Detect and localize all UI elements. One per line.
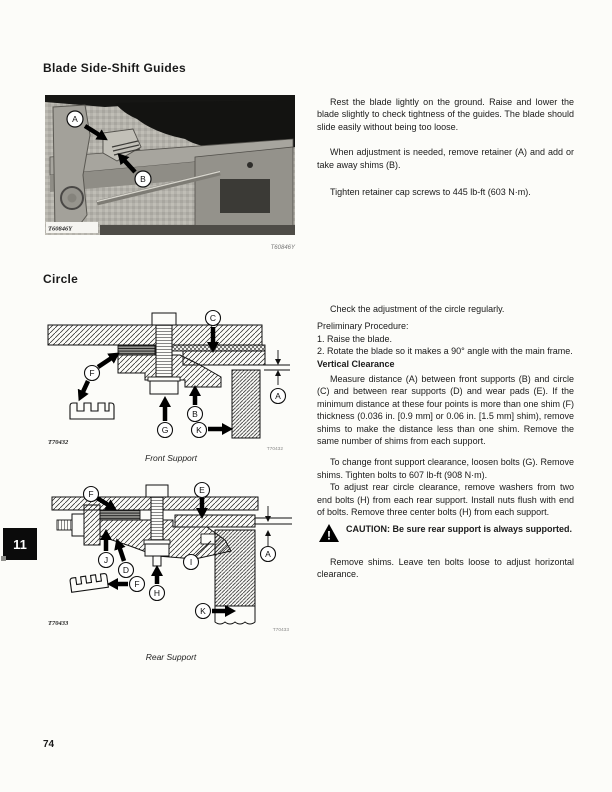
photo-bottom-shadow	[100, 225, 295, 235]
front-callout-b: B	[192, 408, 198, 419]
vc-paragraph-3: To adjust rear circle clearance, remove washers from two end bolts (H) from each rear support. Install nuts flush with end of bolts. Remove three center bolts (H) from each support.	[317, 482, 574, 518]
warning-exclamation: !	[327, 528, 331, 542]
intro-paragraph-3: Tighten retainer cap screws to 445 lb-ft (603 N·m).	[330, 187, 531, 198]
front-support-figure	[45, 303, 297, 453]
center-bolt-boss	[201, 534, 215, 544]
front-figure-id-small: T70432	[266, 447, 283, 452]
front-callout-k: K	[196, 424, 202, 435]
front-callout-a: A	[275, 390, 281, 401]
vc-paragraph-4: Remove shims. Leave ten bolts loose to adjust horizontal clearance.	[317, 556, 574, 579]
rear-callout-f1: F	[88, 488, 94, 499]
front-callout-f: F	[89, 367, 95, 378]
check-paragraph: Check the adjustment of the circle regularly.	[330, 304, 505, 314]
rear-support-caption: Rear Support	[145, 652, 197, 662]
rear-callout-d: D	[122, 564, 130, 575]
caution-block	[317, 523, 574, 553]
circle-text-column	[317, 303, 574, 580]
front-support-caption: Front Support	[145, 453, 197, 463]
front-support-diagram	[45, 303, 297, 453]
rear-callout-i: I	[189, 556, 193, 567]
callout-b-letter: B	[140, 173, 146, 184]
clearance-dimension	[264, 350, 290, 385]
photo-illustration	[45, 95, 295, 235]
end-bolt-nut	[72, 514, 84, 536]
section-heading-circle: Circle	[43, 272, 79, 286]
chapter-tab: 11	[3, 528, 37, 560]
preliminary-label: Preliminary Procedure:	[317, 321, 409, 332]
column-break	[215, 606, 255, 624]
rear-figure-id: T70433	[48, 620, 69, 627]
page-title: Blade Side-Shift Guides	[43, 61, 186, 75]
page-number: 74	[43, 739, 55, 750]
rear-callout-e: E	[199, 484, 205, 495]
caution-text: CAUTION: Be sure rear support is always supported.	[346, 523, 573, 534]
photo-figure-id: T60846Y	[48, 225, 73, 233]
shim-symbol	[70, 403, 114, 419]
rear-callout-f2: F	[134, 578, 140, 589]
vc-paragraph-2: To change front support clearance, loosen bolts (G). Remove shims. Tighten bolts to 607 lb-ft (908 N·m).	[317, 457, 574, 480]
wear-pad	[175, 515, 255, 527]
vc-paragraph-1: Measure distance (A) between front supports (B) and circle (C) and between rear supports (D) and wear pads (E). If the minimum distance at these four points is more than one shim (F) thickness (0.036 in. [0.9 mm] or 0.06 in. [1.5 mm] shim), remove shims to make the distance less than one shim. Remove the same number of shims from each support.	[317, 374, 574, 447]
circle-column	[232, 370, 260, 438]
rear-callout-a: A	[265, 548, 271, 559]
shim-pack-rear	[100, 510, 140, 520]
rear-bracket	[84, 505, 100, 545]
rear-callout-h: H	[153, 587, 161, 598]
blade-guide-photo	[45, 95, 295, 235]
intro-paragraph-1: Rest the blade lightly on the ground. Raise and lower the blade slightly to check tightness of the guides. The blade should slide easily without being too loose.	[317, 97, 574, 132]
procedure-step-1: 1. Raise the blade.	[317, 333, 393, 344]
rail-edge-lines	[255, 518, 292, 524]
shim-symbol-rear	[70, 573, 109, 592]
callout-a-letter: A	[72, 113, 78, 124]
rear-support-figure	[45, 478, 297, 648]
front-callout-c: C	[209, 312, 217, 323]
vertical-clearance-heading: Vertical Clearance	[317, 358, 395, 369]
front-figure-id: T70432	[48, 439, 69, 446]
procedure-step-2: 2. Rotate the blade so it makes a 90° angle with the main frame.	[317, 346, 573, 357]
shim-pack	[118, 345, 155, 355]
intro-paragraph-2: When adjustment is needed, remove retainer (A) and add or take away shims (B).	[317, 147, 574, 170]
rear-callout-j: J	[103, 554, 109, 565]
photo-pivot-center	[68, 194, 77, 203]
circle-plate	[48, 325, 262, 345]
tab-registration-mark	[1, 556, 6, 561]
circle-column-rear	[215, 530, 255, 606]
rear-support-diagram	[45, 478, 297, 648]
photo-bolt	[247, 162, 253, 168]
rear-figure-id-small: T70433	[272, 628, 289, 633]
intro-text-column	[317, 96, 574, 198]
rear-callout-k: K	[200, 605, 206, 616]
front-callout-g: G	[161, 424, 169, 435]
photo-frame-opening	[220, 179, 270, 213]
warning-triangle-icon	[319, 524, 339, 542]
end-bolt-thread	[57, 520, 72, 530]
photo-corner-id: T60846Y	[270, 245, 295, 251]
